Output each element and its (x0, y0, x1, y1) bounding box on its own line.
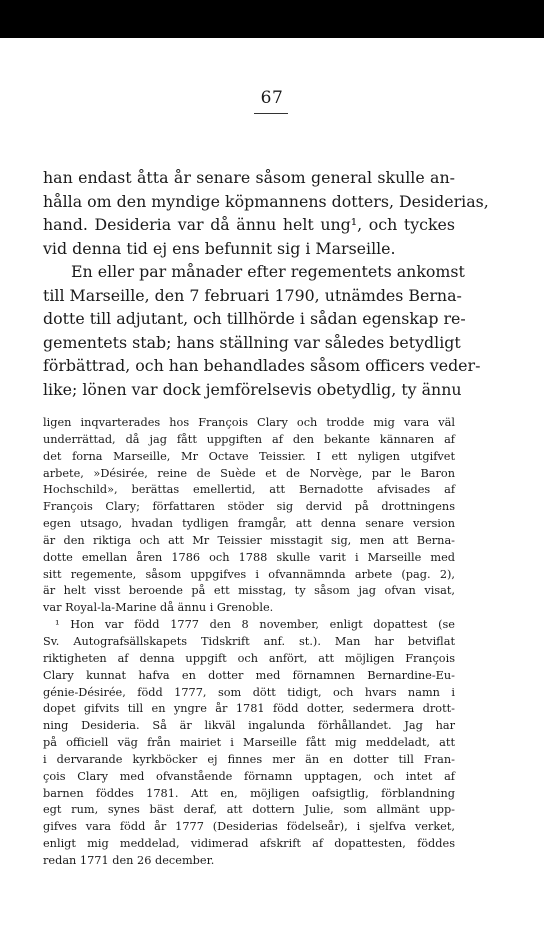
book-page (0, 38, 544, 935)
footnote-line: Hochschild», berättas emellertid, att Bernadotte afvisades af (43, 483, 455, 497)
footnote-line: riktigheten af denna uppgift och anfört, att möjligen François (43, 651, 455, 665)
footnote-line: arbete, »Désirée, reine de Suède et de Norvège, par le Baron (43, 466, 455, 480)
body-line: dotte till adjutant, och tillhörde i sådan egenskap re- (43, 309, 466, 328)
footnote-line: ning Desideria. Så är likväl ingalunda förhållandet. Jag har (43, 719, 455, 733)
footnotes (43, 415, 455, 870)
footnote-line: egt rum, synes bäst deraf, att dottern Julie, som allmänt upp- (43, 803, 455, 817)
body-line: vid denna tid ej ens befunnit sig i Marseille. (43, 238, 396, 258)
body-line: han endast åtta år senare såsom general skulle an- (43, 168, 455, 187)
footnote-line: enligt mig meddelad, vidimerad afskrift af dopattesten, föddes (43, 837, 455, 851)
footnote-line: det forna Marseille, Mr Octave Teissier. I ett nyligen utgifvet (43, 449, 455, 463)
body-text (43, 166, 489, 401)
footnote-line: redan 1771 den 26 december. (43, 853, 215, 867)
body-line: hålla om den myndige köpmannens dotters, Desiderias, (43, 191, 489, 211)
footnote-line: Clary kunnat hafva en dotter med förnamnen Bernardine-Eu- (43, 668, 455, 682)
footnote-line: Sv. Autografsällskapets Tidskrift anf. st.). Man har betviflat (43, 634, 455, 648)
page-number: 67 (260, 88, 284, 108)
footnote-line: på officiell väg från mairiet i Marseille fått mig meddeladt, att (43, 736, 455, 750)
footnote-line: i dervarande kyrkböcker ej finnes mer än en dotter till Fran- (43, 752, 455, 766)
footnote-line: dotte emellan åren 1786 och 1788 skulle varit i Marseille med (43, 550, 455, 564)
body-line: gementets stab; hans ställning var således betydligt (43, 332, 461, 352)
page-number-rule (254, 113, 288, 114)
footnote-line: çois Clary med ofvanstående förnamn upptagen, och intet af (43, 769, 455, 783)
footnote-line: ¹ Hon var född 1777 den 8 november, enligt dopattest (se (55, 618, 455, 632)
footnote-line: ligen inqvarterades hos François Clary och trodde mig vara väl (43, 416, 455, 429)
body-line: till Marseille, den 7 februari 1790, utnämdes Berna- (43, 285, 462, 305)
footnote-line: gifves vara född år 1777 (Desiderias födelseår), i sjelfva verket, (43, 820, 455, 834)
body-line: förbättrad, och han behandlades såsom officers veder- (43, 356, 481, 375)
body-line: En eller par månader efter regementets ankomst (71, 262, 465, 281)
footnote-line: dopet gifvits till en yngre år 1781 född dotter, sedermera drott- (43, 702, 455, 716)
footnote-line: är den riktiga och att Mr Teissier misstagit sig, men att Berna- (43, 533, 455, 547)
scan-top-border (0, 0, 544, 38)
footnote-line: barnen föddes 1781. Att en, möjligen oafsigtlig, förblandning (43, 786, 455, 800)
body-line: like; lönen var dock jemförelsevis obetydlig, ty ännu (43, 379, 462, 399)
footnote-line: sitt regemente, såsom uppgifves i ofvannämnda arbete (pag. 2), (43, 567, 455, 581)
body-line: hand. Desideria var då ännu helt ung¹, och tyckes (43, 215, 455, 234)
footnote-line: underrättad, då jag fått uppgiften af den bekante kännaren af (43, 432, 455, 446)
footnote-line: génie-Désirée, född 1777, som dött tidigt, och hvars namn i (43, 685, 455, 699)
footnote-line: egen utsago, hvadan tydligen framgår, att denna senare version (43, 517, 455, 531)
footnote-line: var Royal-la-Marine då ännu i Grenoble. (43, 601, 274, 615)
footnote-line: François Clary; författaren stöder sig dervid på drottningens (43, 500, 455, 514)
footnote-line: är helt visst beroende på ett misstag, ty såsom jag ofvan visat, (43, 584, 455, 598)
